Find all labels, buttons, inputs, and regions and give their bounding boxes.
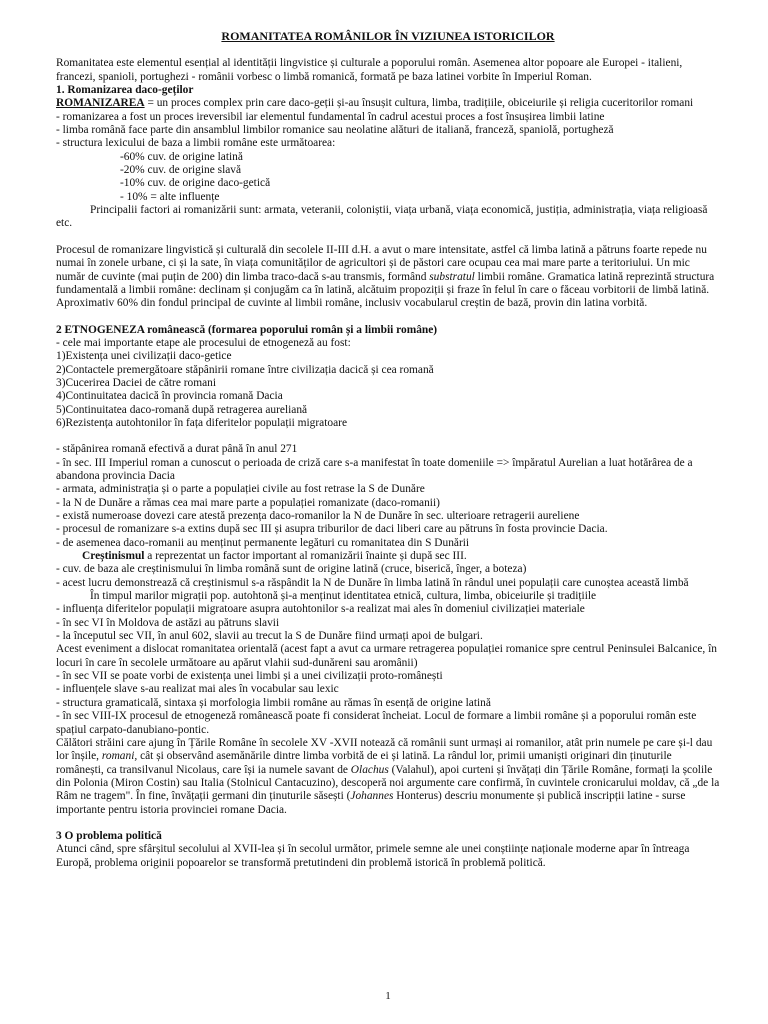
romanization-definition: ROMANIZAREA = un proces complex prin care daco-geții și-au însușit cultura, limba, tradițiile, obiceiurile și religia cuceritorilor romani bbox=[56, 97, 694, 110]
fact-line: - în sec VII se poate vorbi de existența unei limbi și a unei civilizații proto-românești bbox=[56, 670, 443, 683]
spacer bbox=[56, 817, 720, 830]
fact-line: - în sec VI în Moldova de astăzi au pătruns slavii bbox=[56, 616, 280, 629]
page-number: 1 bbox=[385, 990, 391, 1002]
fact-line: - acest lucru demonstrează că creștinismul s-a răspândit la N de Dunăre în limba latină în rândul unei populații care cunoștea această limbă bbox=[56, 576, 689, 589]
spacer bbox=[56, 311, 720, 324]
fact-line: - cuv. de baza ale creștinismului în limba română sunt de origine latină (cruce, biserică, înger, a boteza) bbox=[56, 563, 527, 576]
lexicon-item: -20% cuv. de origine slavă bbox=[120, 164, 242, 177]
fact-line: - influența diferitelor populații migratoare asupra autohtonilor s-a realizat mai ales în domeniul civilizației materiale bbox=[56, 603, 585, 616]
page-title: ROMANITATEA ROMÂNILOR ÎN VIZIUNEA ISTORICILOR bbox=[221, 29, 555, 43]
stage-item: 2)Contactele premergătoare stăpânirii romane între civilizația dacică și cea romană bbox=[56, 363, 434, 376]
fact-line: - de asemenea daco-romanii au menținut permanente legături cu romanitatea din S Dunării bbox=[56, 536, 470, 549]
romanization-paragraph: Procesul de romanizare lingvistică și culturală din secolele II-III d.H. a avut o mare intensitate, astfel că limba latină a pătruns foarte repede nu numai în zonele urbane, ci și la sate, în viața comunităților de agricultori și de păstori care ocupau cea mai mare parte a teritoriului. Un mic număr de cuvinte (mai puțin de 200) din limba traco-dacă s-au transmis, formând substratul limbii române. Gramatica latină reprezintă structura fundamentală a limbii române: declinam și conjugăm ca în latină, alcătuim propoziții și fraze în felul în care o făceau vorbitorii de limbă latină. Aproximativ 60% din fondul principal de cuvinte al limbii române, inclusiv vocabularul creștin de bază, provin din latina vorbită. bbox=[56, 243, 715, 310]
fact-line: - la N de Dunăre a rămas cea mai mare parte a populației romanizate (daco-romanii) bbox=[56, 496, 440, 509]
stage-item: 5)Continuitatea daco-romană după retragerea aureliană bbox=[56, 403, 308, 416]
spacer bbox=[56, 430, 720, 443]
lexicon-item: -10% cuv. de origine daco-getică bbox=[120, 177, 271, 190]
fact-line: - structura gramaticală, sintaxa și morfologia limbii române au rămas în esență de origine latină bbox=[56, 696, 491, 709]
fact-line: - în sec VIII-IX procesul de etnogeneză românească poate fi considerat încheiat. Locul de formare a limbii române și a poporului român este spațiul carpato-danubiano-pontic. bbox=[56, 710, 697, 736]
stage-item: 1)Existența unei civilizații daco-getice bbox=[56, 350, 232, 363]
stage-item: 6)Rezistența autohtonilor în fața diferitelor populații migratoare bbox=[56, 416, 347, 429]
christianity-line: Creștinismul a reprezentat un factor important al romanizării înainte și după sec III. bbox=[82, 550, 467, 563]
document-page bbox=[56, 30, 720, 1014]
bullet-line: - romanizarea a fost un proces ireversibil iar elementul fundamental în cadrul acestui proces a fost însușirea limbii latine bbox=[56, 110, 605, 123]
fact-line: - armata, administrația și o parte a populației civile au fost retrase la S de Dunăre bbox=[56, 483, 425, 496]
event-paragraph: Acest eveniment a dislocat romanitatea orientală (acest fapt a avut ca urmare retragerea populației romanice spre centrul Peninsulei Balcanice, în locuri în care în secolele următoare au apărut vlahii sud-dunăreni sau aromânii) bbox=[56, 643, 717, 669]
fact-line: - există numeroase dovezi care atestă prezența daco-romanilor la N de Dunăre în sec. ulterioare retragerii aureliene bbox=[56, 510, 580, 522]
bullet-line: - limba română face parte din ansamblul limbilor romanice sau neolatine alături de italiană, franceză, spaniolă, portugheză bbox=[56, 124, 614, 137]
stage-item: 3)Cucerirea Daciei de către romani bbox=[56, 376, 217, 389]
lexicon-item: - 10% = alte influențe bbox=[120, 190, 220, 203]
section2-heading: 2 ETNOGENEZA românească (formarea poporului român și a limbii române) bbox=[56, 323, 438, 336]
fact-line: - influențele slave s-au realizat mai ales în vocabular sau lexic bbox=[56, 683, 339, 696]
lexicon-item: -60% cuv. de origine latină bbox=[120, 150, 243, 163]
travelers-paragraph: Călători străini care ajung în Țările Române în secolele XV -XVII notează că românii sunt urmași ai romanilor, atât prin numele pe care și-l dau lor înșile, romani, cât și observând asemănările dintre limba vorbită de ei și latină. La rândul lor, primii umaniști originari din ținuturile românești, ca transilvanul Nicolaus, care își ia numele savant de Olachus (Valahul), apoi curteni și învățați din Țările Române, formați la școlile din Polonia (Miron Costin) sau Italia (Stolnicul Cantacuzino), descoperă noi argumente care confirmă, în cuvintele cronicarului moldav, că „de la Râm ne tragem". În fine, învățații germani din ținuturile săsești (Johannes Honterus) descriu monumente și publică inscripții latine - surse importante pentru istoria provinciei romane Dacia. bbox=[56, 736, 720, 816]
stages-lead: - cele mai importante etape ale procesului de etnogeneză au fost: bbox=[56, 336, 351, 349]
section3-paragraph: Atunci când, spre sfârșitul secolului al XVII-lea și în secolul următor, primele semne ale unei conștiințe naționale moderne apar în întreaga Europă, problema originii popoarelor se transformă pretutindeni din problemă istorică în problemă politică. bbox=[56, 843, 690, 869]
intro-paragraph: Romanitatea este elementul esențial al identității lingvistice și culturale a poporului român. Asemenea altor popoare ale Europei - italieni, francezi, spanioli, portughezi - românii vorbesc o limbă romanică, formată pe baza latinei vorbite în Imperiul Roman. bbox=[56, 57, 683, 83]
spacer bbox=[56, 231, 720, 244]
fact-line: - în sec. III Imperiul roman a cunoscut o perioada de criză care s-a manifestat în toate domeniile => împăratul Aurelian a luat hotărârea de a abandona provincia Dacia bbox=[56, 456, 693, 482]
section3-heading: 3 O problema politică bbox=[56, 829, 162, 842]
fact-line: - procesul de romanizare s-a extins după sec III și asupra triburilor de daci liberi care au pătruns în fosta provincie Dacia. bbox=[56, 523, 608, 536]
section1-heading: 1. Romanizarea daco-geților bbox=[56, 84, 194, 97]
bullet-line: - structura lexicului de baza a limbii române este următoarea: bbox=[56, 137, 336, 150]
fact-line: - stăpânirea romană efectivă a durat până în anul 271 bbox=[56, 443, 298, 456]
migrations-line: În timpul marilor migrații pop. autohtonă și-a menținut identitatea etnică, cultura, limba, obiceiurile și tradițiile bbox=[90, 590, 597, 603]
romanization-factors: Principalii factori ai romanizării sunt: armata, veteranii, coloniștii, viața urbană, viața economică, justiția, administrația, viața religioasă etc. bbox=[56, 204, 708, 230]
fact-line: - la începutul sec VII, în anul 602, slavii au trecut la S de Dunăre fiind urmați apoi de bulgari. bbox=[56, 630, 483, 643]
stage-item: 4)Continuitatea dacică în provincia romană Dacia bbox=[56, 390, 283, 403]
